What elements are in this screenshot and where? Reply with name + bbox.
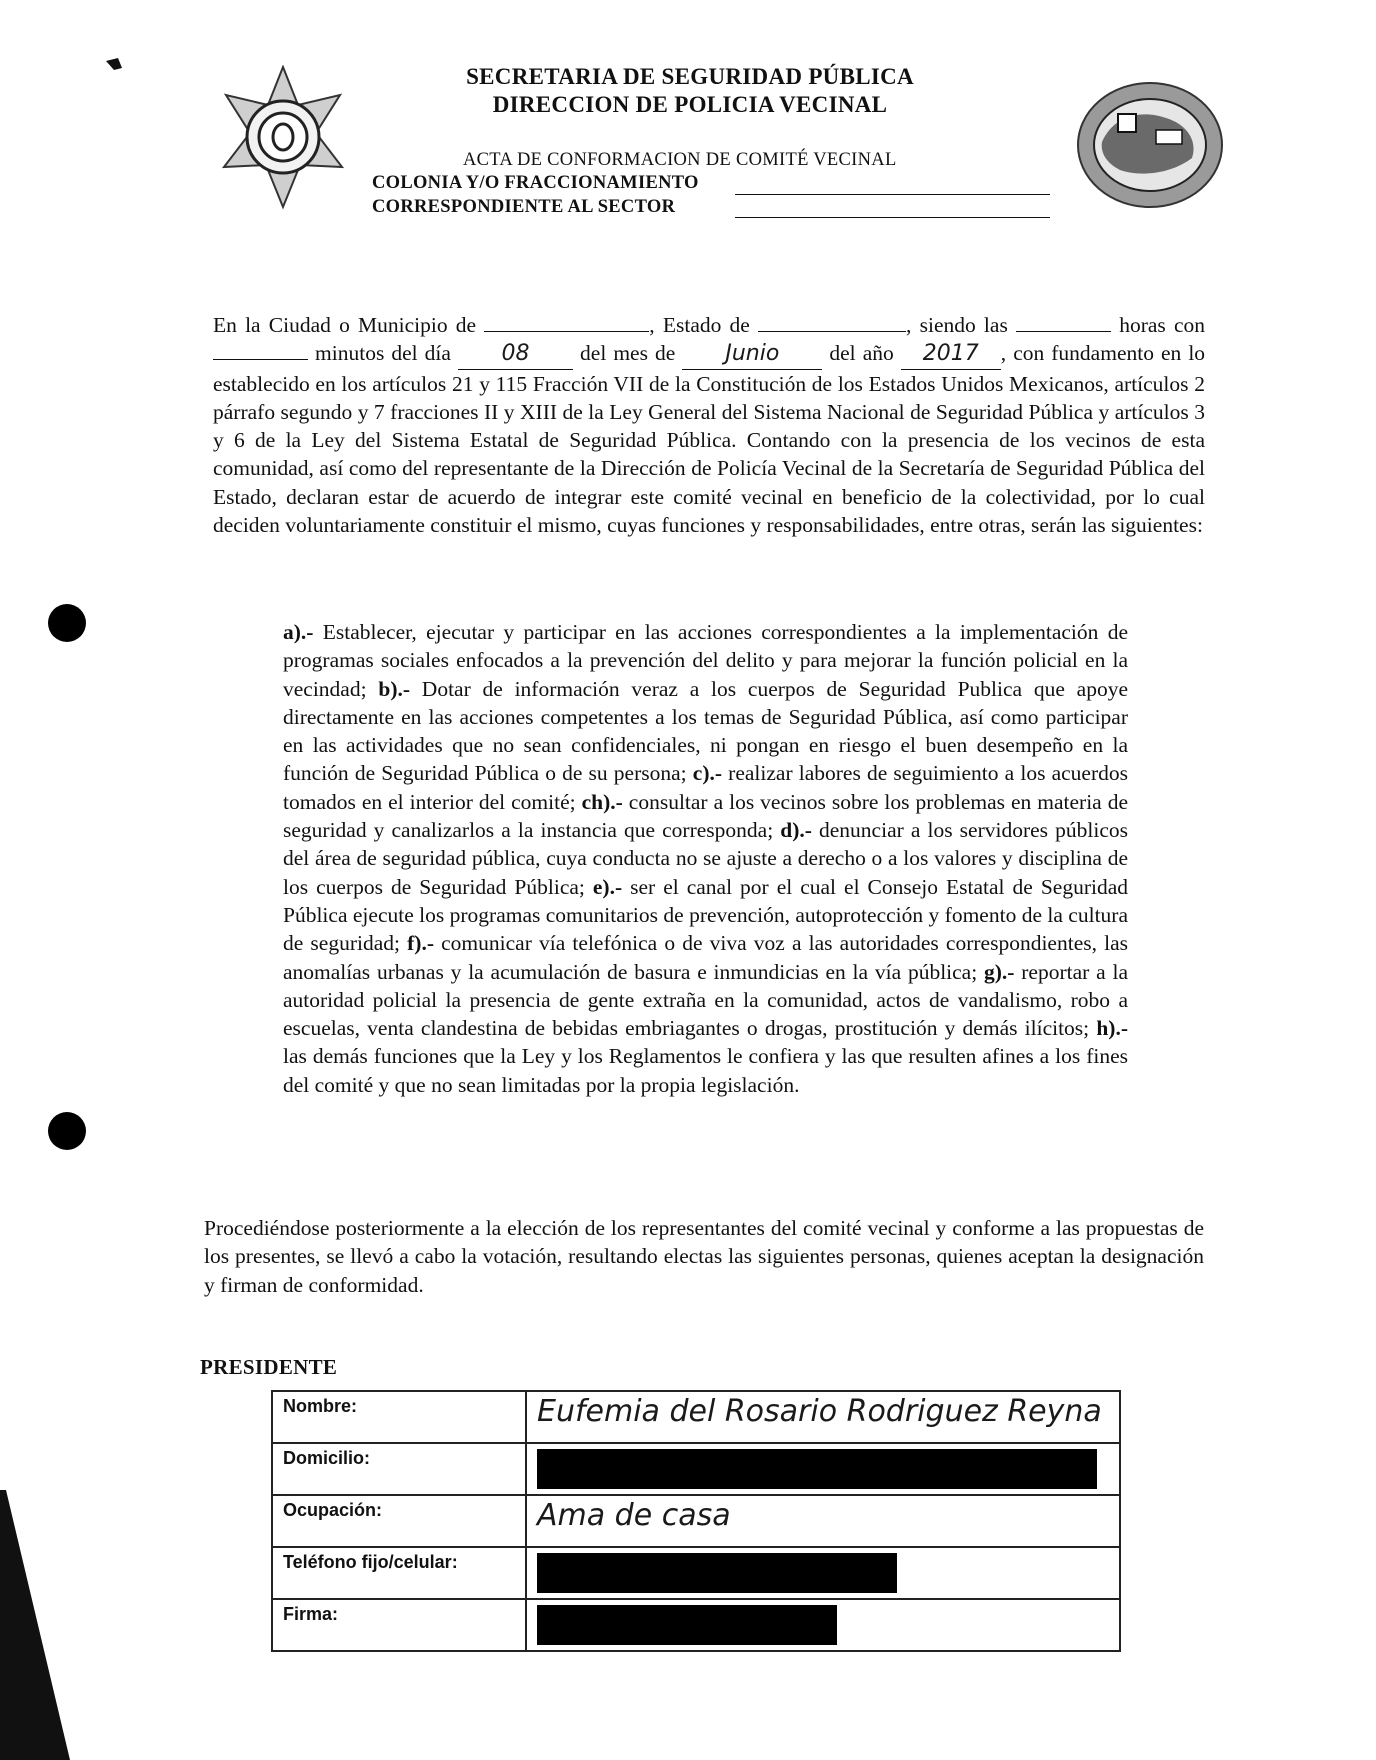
intro-text: horas con <box>1119 313 1206 337</box>
intro-text: En la Ciudad o Municipio de <box>213 313 477 337</box>
president-row-value: Ama de casa <box>526 1495 1120 1547</box>
function-text: Dotar de información veraz a los cuerpos de Seguridad Publica que apoye directamente en las acciones competentes a los temas de Seguridad Pública, así como participar en las actividades que no sean confidenciales, ni pongan en riesgo el buen desempeño en la función de Seguridad Pública o de su persona; <box>283 676 1128 786</box>
scan-shadow <box>0 1490 80 1760</box>
president-table <box>271 1390 1121 1652</box>
intro-text: del mes de <box>580 341 676 366</box>
president-row-label: Ocupación: <box>272 1495 526 1547</box>
function-text: denunciar a los servidores públicos del área de seguridad pública, cuya conducta no se ajuste a derecho o a los valores y disciplina de los cuerpos de Seguridad Pública; <box>283 818 1128 899</box>
hour-field <box>1016 313 1111 332</box>
sector-label: CORRESPONDIENTE AL SECTOR <box>372 197 676 217</box>
president-row <box>272 1495 1120 1547</box>
president-row-label: Domicilio: <box>272 1443 526 1495</box>
function-text: realizar labores de seguimiento a los acuerdos tomados en el interior del comité; <box>283 761 1128 814</box>
redaction-box <box>537 1605 837 1645</box>
state-seal-icon <box>1074 80 1226 210</box>
year-handwritten: 2017 <box>901 340 1001 369</box>
functions-paragraph <box>283 618 1128 1099</box>
function-letter: h).- <box>1096 1016 1128 1041</box>
president-row <box>272 1443 1120 1495</box>
intro-text: , Estado de <box>649 313 750 337</box>
act-title: ACTA DE CONFORMACION DE COMITÉ VECINAL <box>463 150 897 170</box>
estado-field <box>758 313 906 332</box>
function-text: consultar a los vecinos sobre los problemas en materia de seguridad y canalizarlos a la instancia que corresponda; <box>283 789 1128 843</box>
intro-text: , siendo las <box>906 313 1008 337</box>
president-row-label: Teléfono fijo/celular: <box>272 1547 526 1599</box>
president-row-label: Nombre: <box>272 1391 526 1443</box>
colonia-label: COLONIA Y/O FRACCIONAMIENTO <box>372 173 699 193</box>
redaction-box <box>537 1553 897 1593</box>
redacted-field <box>526 1547 1120 1599</box>
function-letter: g).- <box>984 959 1015 984</box>
function-letter: ch).- <box>581 789 623 814</box>
document-subtitle: DIRECCION DE POLICIA VECINAL <box>492 92 888 117</box>
intro-text: minutos del día <box>315 341 451 366</box>
punch-hole-icon <box>48 1112 86 1150</box>
president-row <box>272 1599 1120 1651</box>
intro-text: del año <box>829 341 894 366</box>
function-text: ser el canal por el cual el Consejo Estatal de Seguridad Pública ejecute los programas comunitarios de prevención, autoprotección y fomento de la cultura de seguridad; <box>283 874 1128 956</box>
function-letter: a).- <box>283 620 314 644</box>
president-heading: PRESIDENTE <box>200 1355 338 1379</box>
punch-hole-icon <box>48 604 86 642</box>
police-star-badge-icon <box>218 65 348 210</box>
president-row-value: Eufemia del Rosario Rodriguez Reyna <box>526 1391 1120 1443</box>
closing-paragraph <box>204 1214 1204 1299</box>
function-text: las demás funciones que la Ley y los Reglamentos le confiera y las que resulten afines a los fines del comité y que no sean limitadas por la propia legislación. <box>283 1044 1128 1097</box>
scan-mark-icon <box>106 58 122 70</box>
document-title: SECRETARIA DE SEGURIDAD PÚBLICA <box>466 64 914 89</box>
president-row-label: Firma: <box>272 1599 526 1651</box>
president-row <box>272 1391 1120 1443</box>
colonia-field <box>735 194 1050 195</box>
minutes-field <box>213 341 308 360</box>
municipio-field <box>484 313 649 332</box>
redacted-field <box>526 1599 1120 1651</box>
closing-text: Procediéndose posteriormente a la elección de los representantes del comité vecinal y conforme a las propuestas de los presentes, se llevó a cabo la votación, resultando electas las siguientes personas, quienes aceptan la designación y firman de conformidad. <box>204 1216 1204 1297</box>
function-letter: e).- <box>592 874 623 899</box>
day-handwritten: 08 <box>458 340 573 369</box>
redacted-field <box>526 1443 1120 1495</box>
redaction-box <box>537 1449 1097 1489</box>
function-text: comunicar vía telefónica o de viva voz a las autoridades correspondientes, las anomalías urbanas y la acumulación de basura e inmundicias en la vía pública; <box>283 931 1128 984</box>
month-handwritten: Junio <box>682 340 822 369</box>
function-text: Establecer, ejecutar y participar en las acciones correspondientes a la implementación de programas sociales enfocados a la prevención del delito y para mejorar la función policial en la vecindad; <box>283 620 1128 701</box>
function-letter: c).- <box>692 761 723 786</box>
president-row <box>272 1547 1120 1599</box>
intro-text: , con fundamento en lo establecido en los artículos 21 y 115 Fracción VII de la Constitución de los Estados Unidos Mexicanos, artículos 2 párrafo segundo y 7 fracciones II y XIII de la Ley General del Sistema Nacional de Seguridad Pública y artículos 3 y 6 de la Ley del Sistema Estatal de Seguridad Pública. Contando con la presencia de los vecinos de esta comunidad, así como del representante de la Dirección de Policía Vecinal de la Secretaría de Seguridad Pública del Estado, declaran estar de acuerdo de integrar este comité vecinal en beneficio de la colectividad, por lo cual deciden voluntariamente constituir el mismo, cuyas funciones y responsabilidades, entre otras, serán las siguientes: <box>213 341 1206 538</box>
function-letter: d).- <box>780 818 812 843</box>
function-letter: b).- <box>378 676 411 701</box>
function-letter: f).- <box>407 931 434 956</box>
sector-field <box>735 217 1050 218</box>
intro-paragraph <box>213 311 1205 539</box>
function-text: reportar a la autoridad policial la presencia de gente extraña en la comunidad, actos de vandalismo, robo a escuelas, venta clandestina de bebidas embriagantes o drogas, prostitución y demás ilícitos; <box>283 959 1128 1041</box>
